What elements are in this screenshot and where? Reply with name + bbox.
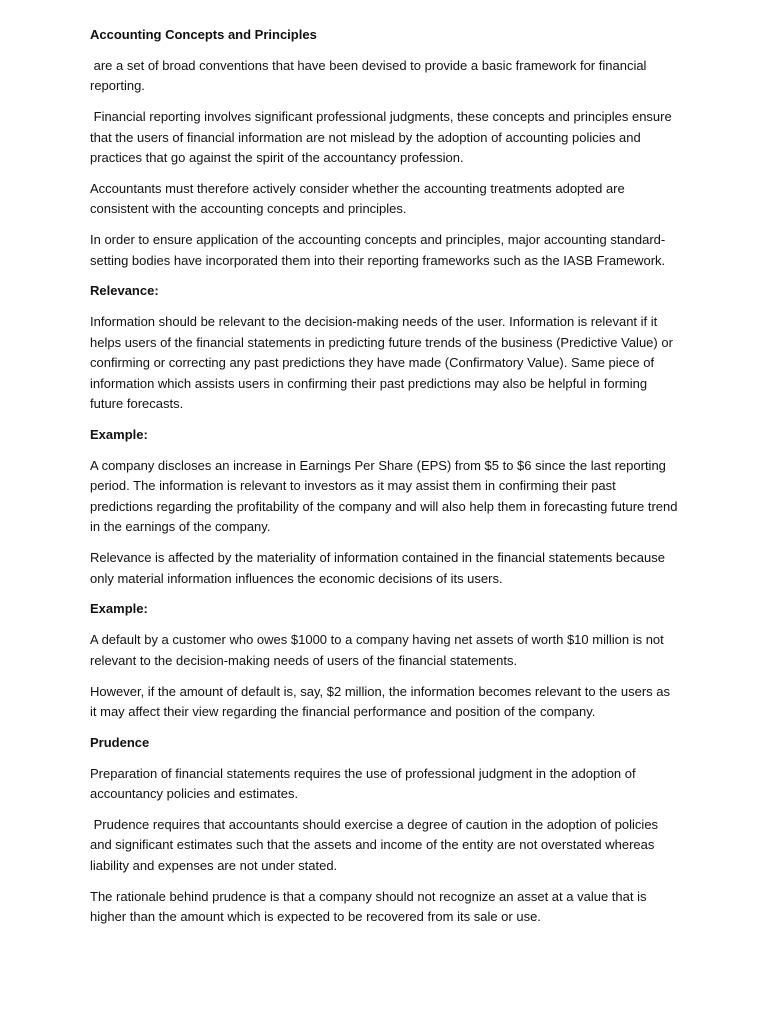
document-title: Accounting Concepts and Principles	[90, 27, 317, 42]
document-page	[90, 25, 680, 938]
example-heading-2: Example:	[90, 601, 148, 617]
paragraph-judgments: Financial reporting involves significant professional judgments, these concepts and principles ensure that the users of financial information are not mislead by the adoption of accounting policies and practices that go against the spirit of the accountancy profession.	[90, 109, 676, 166]
paragraph-prudence-rationale: The rationale behind prudence is that a company should not recognize an asset at a value that is higher than the amount which is expected to be recovered from its sale or use.	[90, 888, 647, 925]
section-heading-relevance: Relevance:	[90, 283, 159, 299]
paragraph-however: However, if the amount of default is, say, $2 million, the information becomes relevant to the users as it may affect their view regarding the financial performance and position of the company.	[90, 683, 670, 720]
paragraph-prudence-preparation: Preparation of financial statements requires the use of professional judgment in the adoption of accountancy policies and estimates.	[90, 765, 636, 802]
example-heading-1: Example:	[90, 427, 148, 443]
paragraph-materiality: Relevance is affected by the materiality of information contained in the financial statements because only material information influences the economic decisions of its users.	[90, 550, 665, 586]
section-heading-prudence: Prudence	[90, 734, 150, 750]
paragraph-accountants: Accountants must therefore actively consider whether the accounting treatments adopted are consistent with the accounting concepts and principles.	[90, 180, 625, 217]
paragraph-prudence-requires: Prudence requires that accountants should exercise a degree of caution in the adoption of policies and significant estimates such that the assets and income of the entity are not overstated whereas liability and expenses are not under stated.	[90, 816, 662, 873]
paragraph-intro: are a set of broad conventions that have been devised to provide a basic framework for financial reporting.	[90, 57, 651, 94]
paragraph-relevance-definition: Information should be relevant to the decision-making needs of the user. Information is relevant if it helps users of the financial statements in predicting future trends of the business (Predictive Value) or confirming or correcting any past predictions they have made (Confirmatory Value). Same piece of information which assists users in confirming their past predictions may also be helpful in forming future forecasts.	[90, 314, 673, 412]
paragraph-application: In order to ensure application of the accounting concepts and principles, major accounting standard-setting bodies have incorporated them into their reporting frameworks such as the IASB Framework.	[90, 232, 666, 268]
paragraph-example-default: A default by a customer who owes $1000 to a company having net assets of worth $10 million is not relevant to the decision-making needs of users of the financial statements.	[90, 632, 664, 668]
paragraph-example-eps: A company discloses an increase in Earnings Per Share (EPS) from $5 to $6 since the last reporting period. The information is relevant to investors as it may assist them in confirming their past predictions regarding the profitability of the company and will also help them in forecasting future trend in the earnings of the company.	[90, 457, 678, 535]
